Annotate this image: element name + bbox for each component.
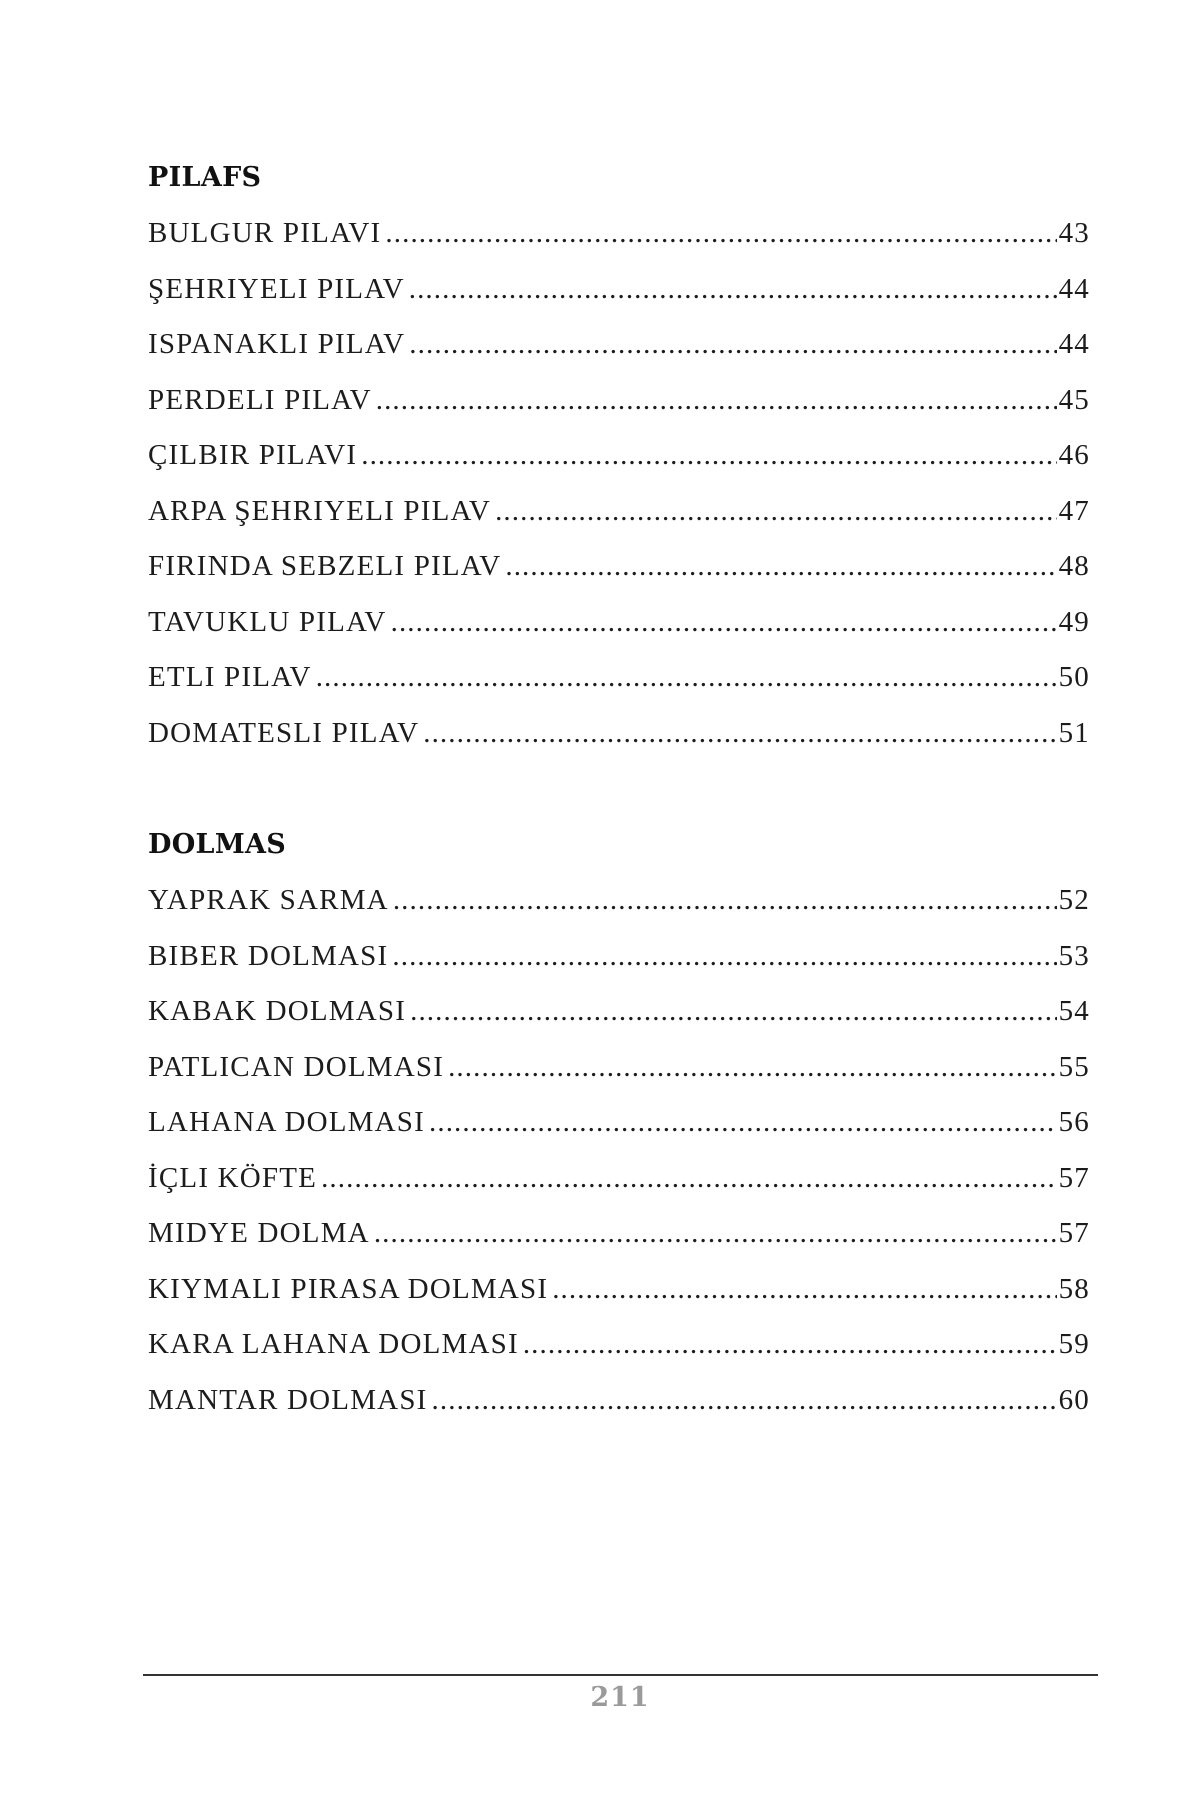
toc-entry-page: 57 xyxy=(1058,1217,1090,1249)
toc-entry-page: 48 xyxy=(1058,550,1090,582)
toc-entry-title: MANTAR DOLMASI xyxy=(148,1383,428,1416)
toc-entry-title: KARA LAHANA DOLMASI xyxy=(148,1328,519,1360)
dot-leader xyxy=(391,595,1057,651)
dot-leader xyxy=(409,262,1057,318)
toc-entry-title: ETLI PILAV xyxy=(148,661,312,693)
toc-entry[interactable] xyxy=(148,873,1090,929)
toc-entry-title: ŞEHRIYELI PILAV xyxy=(148,272,405,305)
toc-entry-page: 55 xyxy=(1058,1050,1090,1083)
toc-entry-page: 60 xyxy=(1058,1383,1090,1416)
toc-entry[interactable] xyxy=(148,373,1090,429)
toc-entry-page: 43 xyxy=(1058,217,1090,249)
toc-entry-page: 58 xyxy=(1058,1272,1090,1305)
toc-entry-page: 59 xyxy=(1058,1328,1090,1360)
toc-entry-page: 53 xyxy=(1058,939,1090,972)
dot-leader xyxy=(505,539,1056,595)
toc-entry-page: 46 xyxy=(1058,439,1090,471)
toc-entry-page: 45 xyxy=(1058,383,1090,416)
section-heading: PILAFS xyxy=(148,162,262,193)
toc-entry[interactable] xyxy=(148,1373,1090,1429)
toc-entry-page: 54 xyxy=(1058,995,1090,1027)
toc-entry-title: MIDYE DOLMA xyxy=(148,1217,370,1249)
footer-divider xyxy=(143,1674,1098,1676)
dot-leader xyxy=(495,484,1057,540)
toc-entry[interactable] xyxy=(148,1206,1090,1262)
dot-leader xyxy=(429,1095,1057,1151)
dot-leader xyxy=(376,373,1057,429)
toc-entry-title: TAVUKLU PILAV xyxy=(148,605,387,638)
dot-leader xyxy=(409,317,1056,373)
dot-leader xyxy=(361,428,1056,484)
toc-entry-title: ISPANAKLI PILAV xyxy=(148,328,406,360)
dot-leader xyxy=(392,929,1056,985)
toc-entry[interactable] xyxy=(148,317,1090,373)
dot-leader xyxy=(393,873,1057,929)
dot-leader xyxy=(523,1317,1057,1373)
page-number: 211 xyxy=(590,1682,650,1713)
toc-entry-title: DOMATESLI PILAV xyxy=(148,716,420,749)
toc-entry-title: FIRINDA SEBZELI PILAV xyxy=(148,550,502,582)
toc-entry[interactable] xyxy=(148,1317,1090,1373)
dot-leader xyxy=(423,706,1056,762)
toc-entry-page: 52 xyxy=(1058,884,1090,916)
section-dolmas xyxy=(148,817,1090,1428)
toc-entry-title: ARPA ŞEHRIYELI PILAV xyxy=(148,494,492,527)
toc-entry[interactable] xyxy=(148,539,1090,595)
toc-entry-title: İÇLI KÖFTE xyxy=(148,1161,318,1194)
dot-leader xyxy=(316,650,1057,706)
toc-entry-page: 51 xyxy=(1058,716,1090,749)
toc-entry[interactable] xyxy=(148,484,1090,540)
toc-entry-title: KIYMALI PIRASA DOLMASI xyxy=(148,1272,549,1305)
toc-entry-page: 56 xyxy=(1058,1106,1090,1138)
toc-entry[interactable] xyxy=(148,262,1090,318)
toc-entry-page: 44 xyxy=(1058,328,1090,360)
toc-entry-title: KABAK DOLMASI xyxy=(148,995,407,1027)
section-spacer xyxy=(148,761,1090,817)
toc-entry-title: BIBER DOLMASI xyxy=(148,939,389,972)
table-of-contents xyxy=(148,150,1090,1428)
toc-entry-page: 47 xyxy=(1058,494,1090,527)
toc-entry-page: 50 xyxy=(1058,661,1090,693)
dot-leader xyxy=(410,984,1057,1040)
toc-entry-page: 44 xyxy=(1058,272,1090,305)
dot-leader xyxy=(374,1206,1057,1262)
toc-entry-page: 49 xyxy=(1058,605,1090,638)
toc-entry[interactable] xyxy=(148,984,1090,1040)
toc-entry-title: BULGUR PILAVI xyxy=(148,217,382,249)
toc-entry[interactable] xyxy=(148,929,1090,985)
toc-entry[interactable] xyxy=(148,1151,1090,1207)
toc-entry[interactable] xyxy=(148,428,1090,484)
toc-entry[interactable] xyxy=(148,1262,1090,1318)
dot-leader xyxy=(552,1262,1056,1318)
toc-entry-title: PATLICAN DOLMASI xyxy=(148,1050,445,1083)
toc-entry[interactable] xyxy=(148,595,1090,651)
dot-leader xyxy=(385,206,1056,262)
toc-entry-title: LAHANA DOLMASI xyxy=(148,1106,425,1138)
toc-entry-title: PERDELI PILAV xyxy=(148,383,372,416)
toc-entry[interactable] xyxy=(148,1095,1090,1151)
dot-leader xyxy=(448,1040,1057,1096)
dot-leader xyxy=(321,1151,1057,1207)
toc-entry[interactable] xyxy=(148,706,1090,762)
toc-entry[interactable] xyxy=(148,206,1090,262)
toc-entry-page: 57 xyxy=(1058,1161,1090,1194)
toc-entry-title: ÇILBIR PILAVI xyxy=(148,439,358,471)
toc-entry[interactable] xyxy=(148,650,1090,706)
toc-entry-title: YAPRAK SARMA xyxy=(148,884,389,916)
toc-entry[interactable] xyxy=(148,1040,1090,1096)
toc-list xyxy=(148,873,1090,1428)
dot-leader xyxy=(432,1373,1057,1429)
section-heading: DOLMAS xyxy=(148,829,287,860)
section-pilafs xyxy=(148,150,1090,761)
toc-list xyxy=(148,206,1090,761)
